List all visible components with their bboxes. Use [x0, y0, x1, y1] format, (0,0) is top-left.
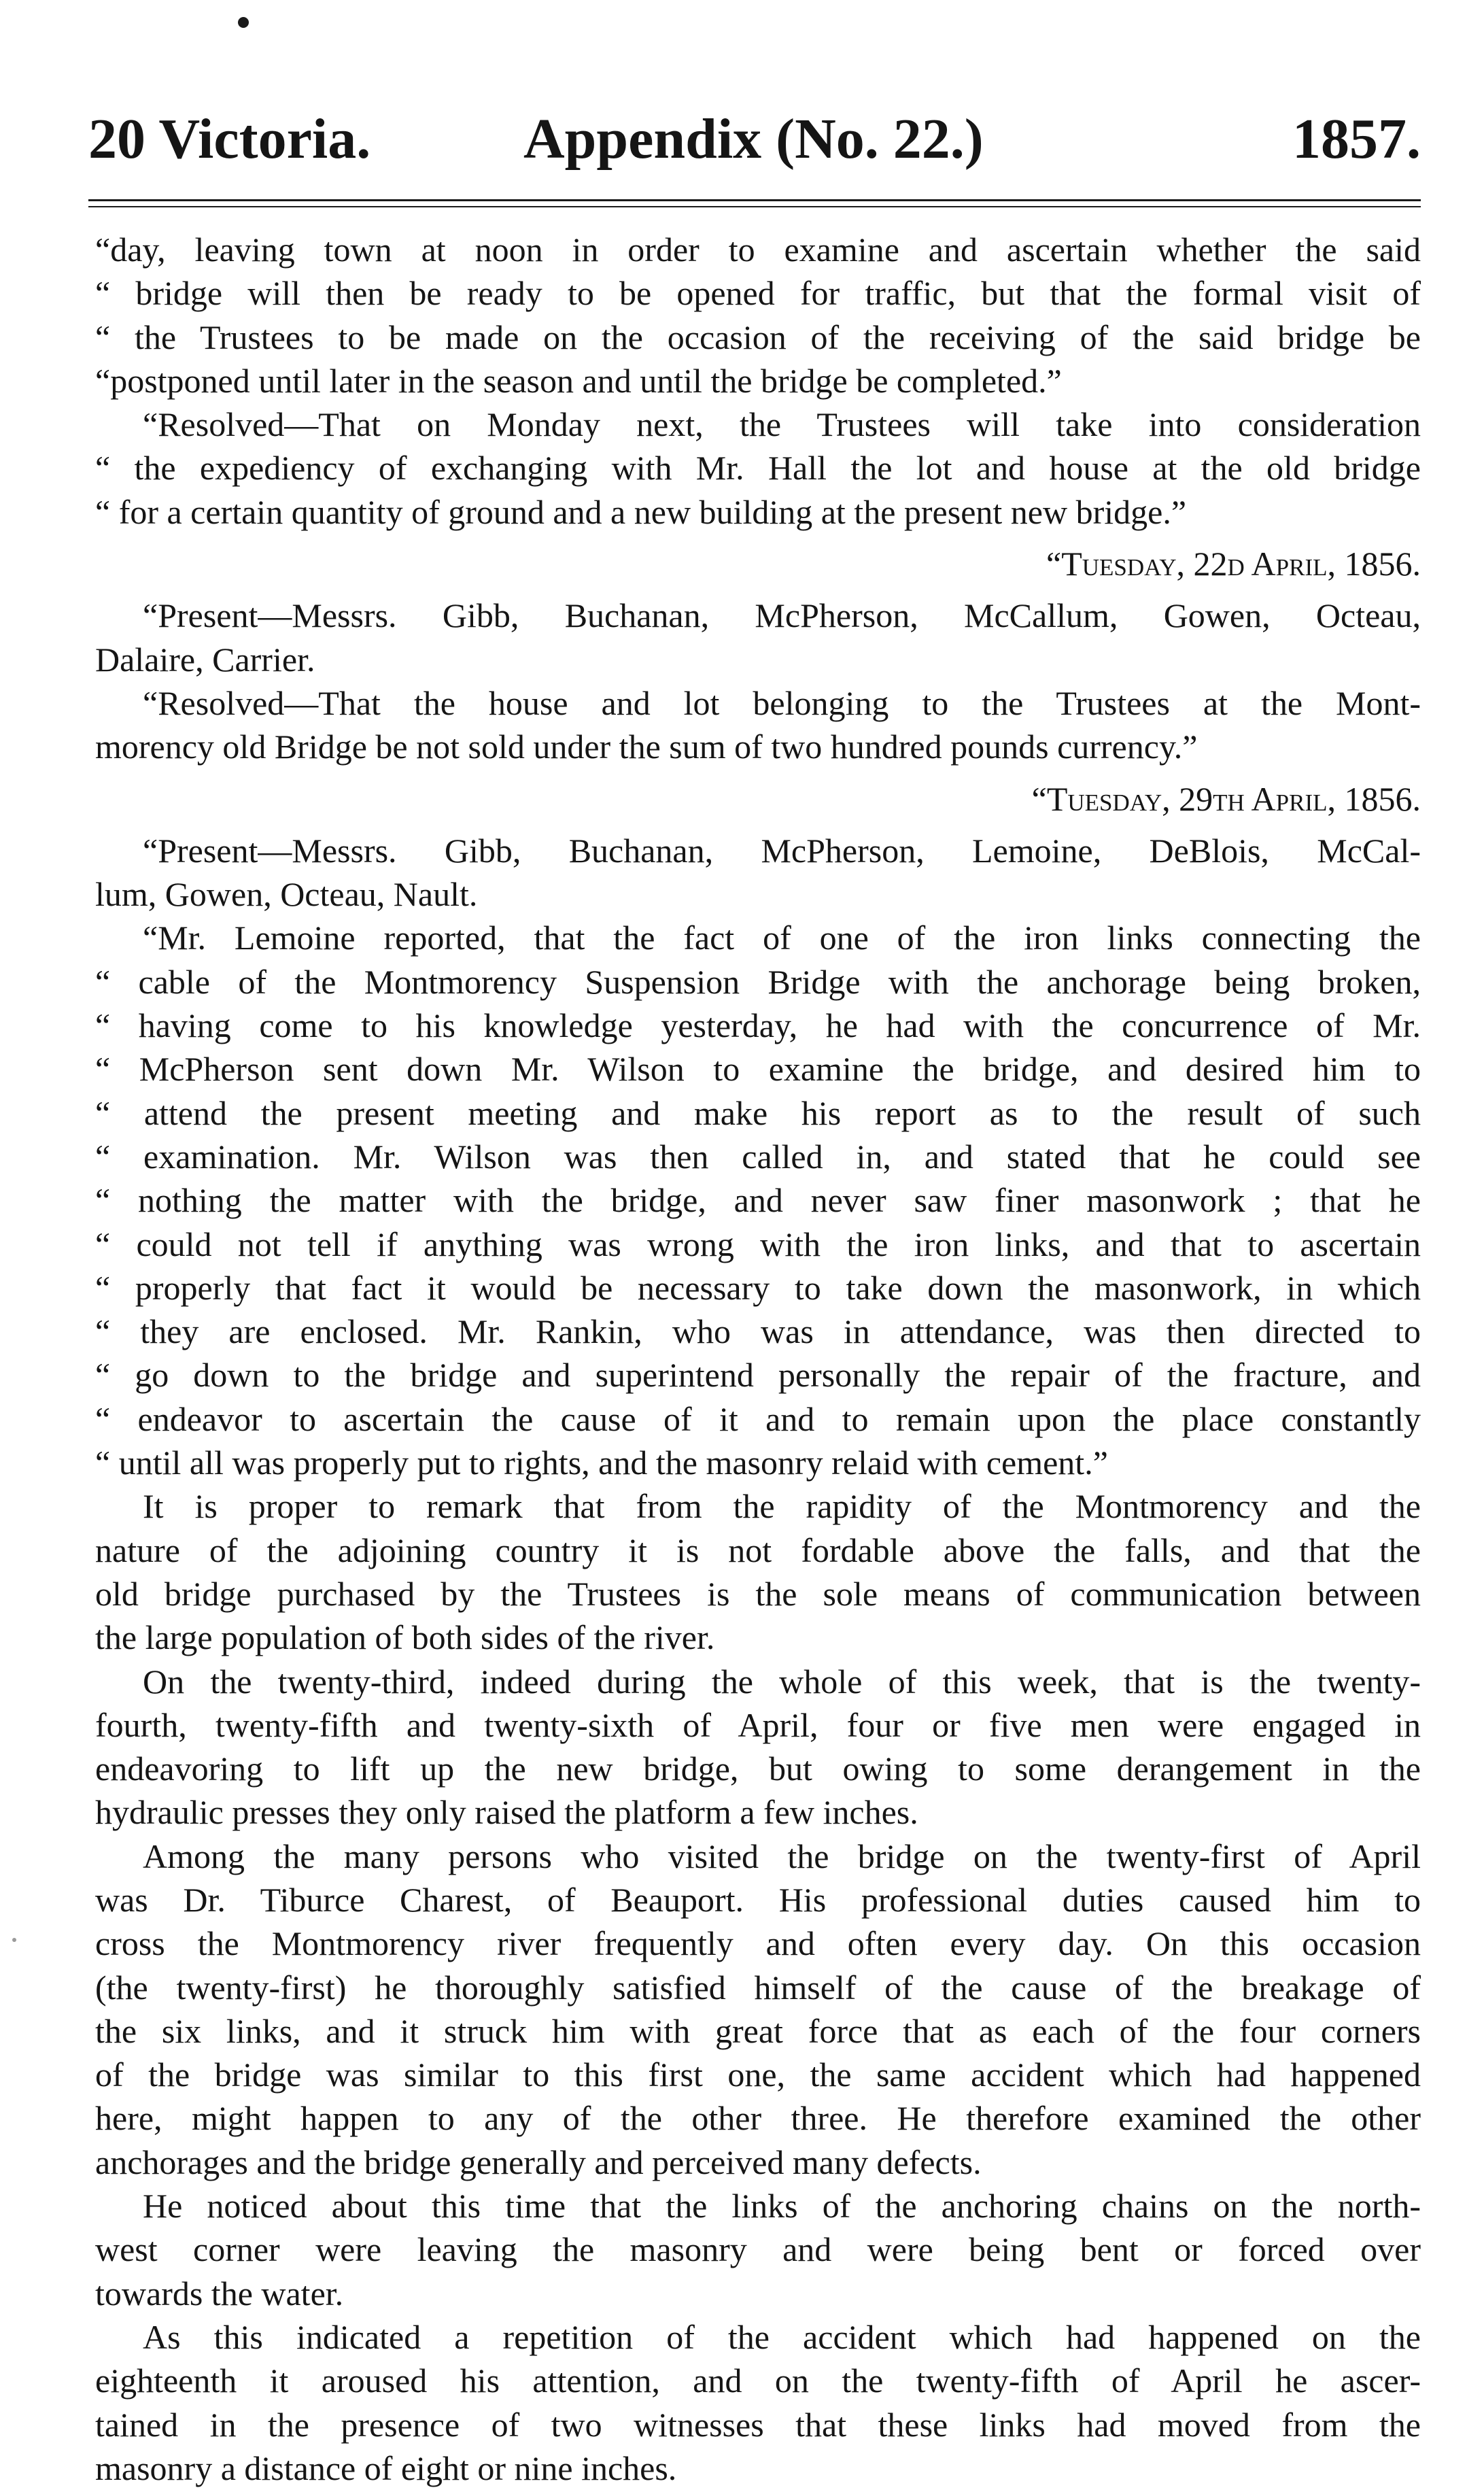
text-line: west corner were leaving the masonry and were being bent or forced over	[95, 2230, 1421, 2269]
text-line: the large population of both sides of the river.	[95, 1618, 715, 1657]
text-line: “ examination. Mr. Wilson was then called in, and stated that he could see	[95, 1137, 1421, 1176]
text-line: cross the Montmorency river frequently and often every day. On this occasion	[95, 1924, 1421, 1963]
text-line: here, might happen to any of the other three. He therefore examined the other	[95, 2099, 1421, 2138]
text-line: the six links, and it struck him with great force that as each of the four corners	[95, 2011, 1421, 2050]
header-rule-bottom	[88, 206, 1421, 207]
text-line: “ the Trustees to be made on the occasion of the receiving of the said bridge be	[95, 318, 1421, 356]
text-line: “ they are enclosed. Mr. Rankin, who was in attendance, was then directed to	[95, 1312, 1421, 1351]
text-line: “day, leaving town at noon in order to examine and ascertain whether the said	[95, 231, 1421, 269]
text-line: “Resolved—That on Monday next, the Trustees will take into consideration	[143, 405, 1421, 444]
text-line: “ could not tell if anything was wrong with the iron links, and that to ascertain	[95, 1225, 1421, 1263]
text-line: “ the expediency of exchanging with Mr. Hall the lot and house at the old bridge	[95, 449, 1421, 488]
text-line: morency old Bridge be not sold under the sum of two hundred pounds currency.”	[95, 728, 1198, 766]
text-line: “Present—Messrs. Gibb, Buchanan, McPherson, McCallum, Gowen, Octeau,	[143, 596, 1421, 635]
text-line: “Mr. Lemoine reported, that the fact of one of the iron links connecting the	[143, 919, 1421, 957]
header-rule-top	[88, 199, 1421, 201]
text-line: was Dr. Tiburce Charest, of Beauport. His professional duties caused him to	[95, 1880, 1421, 1919]
text-line: masonry a distance of eight or nine inches.	[95, 2449, 677, 2487]
text-line: “ bridge will then be ready to be opened for traffic, but that the formal visit of	[95, 274, 1421, 313]
text-line: “ endeavor to ascertain the cause of it and to remain upon the place constantly	[95, 1399, 1421, 1438]
text-line: “ cable of the Montmorency Suspension Bridge with the anchorage being broken,	[95, 962, 1421, 1001]
text-line: “Resolved—That the house and lot belonging to the Trustees at the Mont-	[143, 683, 1421, 722]
body-text	[95, 228, 1421, 2490]
text-line: “ attend the present meeting and make his report as to the result of such	[95, 1093, 1421, 1132]
page-header	[88, 102, 1421, 177]
text-line: tained in the presence of two witnesses that these links had moved from the	[95, 2405, 1421, 2444]
text-line: Dalaire, Carrier.	[95, 640, 315, 679]
text-line: “Present—Messrs. Gibb, Buchanan, McPherson, Lemoine, DeBlois, McCal-	[143, 831, 1421, 870]
text-line: of the bridge was similar to this first one, the same accident which had happened	[95, 2056, 1421, 2094]
header-year: 1857.	[1292, 107, 1421, 171]
text-line: As this indicated a repetition of the accident which had happened on the	[143, 2317, 1421, 2356]
text-line: anchorages and the bridge generally and perceived many defects.	[95, 2143, 982, 2181]
text-line: “ for a certain quantity of ground and a new building at the present new bridge.”	[95, 492, 1187, 531]
text-line: towards the water.	[95, 2274, 344, 2313]
text-line: On the twenty-third, indeed during the whole of this week, that is the twenty-	[143, 1662, 1421, 1701]
text-line: fourth, twenty-fifth and twenty-sixth of April, four or five men were engaged in	[95, 1705, 1421, 1744]
text-line: hydraulic presses they only raised the platform a few inches.	[95, 1793, 918, 1832]
ink-spot	[238, 17, 249, 28]
text-line: (the twenty-first) he thoroughly satisfied himself of the cause of the breakage of	[95, 1968, 1421, 2007]
header-title: Appendix (No. 22.)	[523, 107, 984, 171]
text-line: endeavoring to lift up the new bridge, but owing to some derangement in the	[95, 1750, 1421, 1788]
text-line: “ go down to the bridge and superintend personally the repair of the fracture, and	[95, 1356, 1421, 1395]
date-line: “Tuesday, 22d April, 1856.	[1046, 545, 1421, 583]
text-line: He noticed about this time that the links of the anchoring chains on the north-	[143, 2187, 1421, 2225]
scan-speck	[12, 1938, 16, 1942]
text-line: It is proper to remark that from the rapidity of the Montmorency and the	[143, 1487, 1421, 1526]
text-line: “postponed until later in the season and until the bridge be completed.”	[95, 361, 1062, 400]
text-line: “ McPherson sent down Mr. Wilson to examine the bridge, and desired him to	[95, 1050, 1421, 1089]
text-line: lum, Gowen, Octeau, Nault.	[95, 875, 478, 914]
text-line: “ properly that fact it would be necessary to take down the masonwork, in which	[95, 1268, 1421, 1307]
date-line: “Tuesday, 29th April, 1856.	[1031, 779, 1421, 818]
text-line: “ having come to his knowledge yesterday, he had with the concurrence of Mr.	[95, 1006, 1421, 1045]
text-line: nature of the adjoining country it is not fordable above the falls, and that the	[95, 1531, 1421, 1569]
text-line: “ nothing the matter with the bridge, and never saw finer masonwork ; that he	[95, 1181, 1421, 1220]
text-line: old bridge purchased by the Trustees is the sole means of communication between	[95, 1574, 1421, 1613]
text-line: Among the many persons who visited the bridge on the twenty-first of April	[143, 1837, 1421, 1875]
header-volume: 20 Victoria.	[88, 107, 371, 171]
text-line: eighteenth it aroused his attention, and on the twenty-fifth of April he ascer-	[95, 2361, 1421, 2400]
text-line: “ until all was properly put to rights, and the masonry relaid with cement.”	[95, 1444, 1108, 1482]
